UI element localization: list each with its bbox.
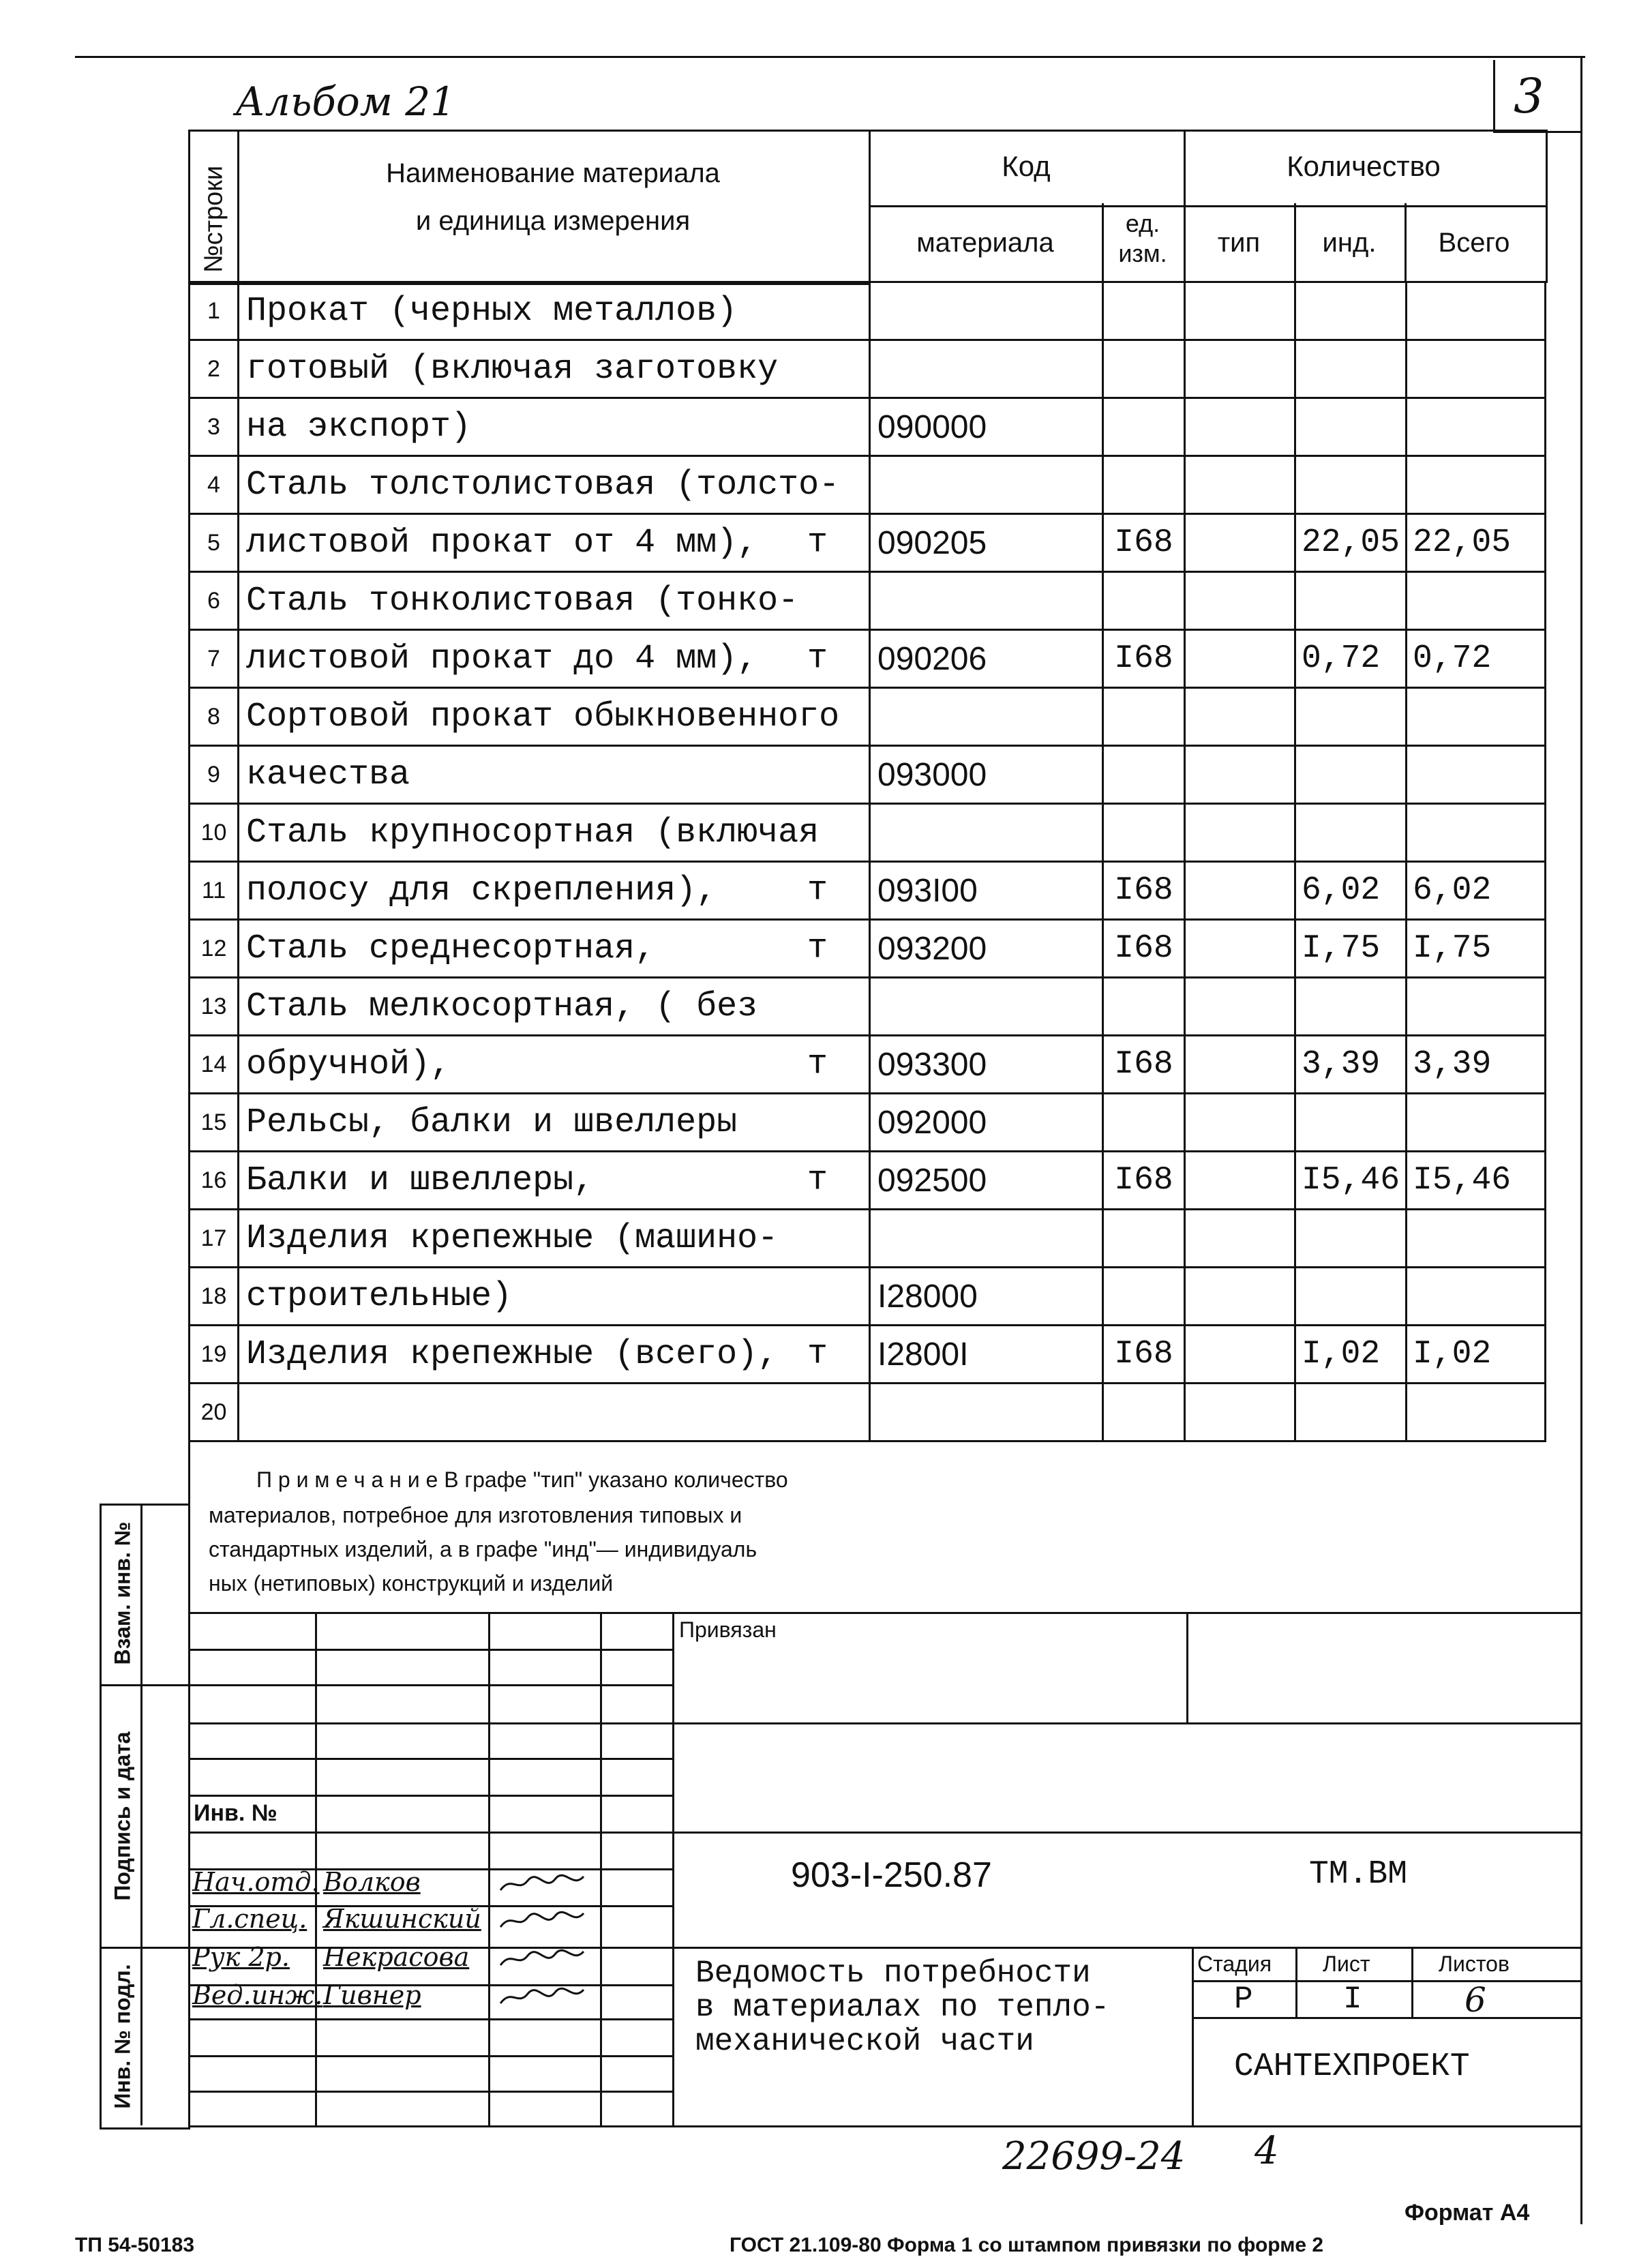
inv-no-label: Инв. № (194, 1800, 277, 1826)
row-number: 5 (190, 514, 239, 572)
header-name-line2: и единица измерения (415, 206, 691, 236)
row-qty-type (1185, 746, 1295, 804)
stamp-h-left-6 (188, 1832, 672, 1834)
side-label-podpis: Подпись и дата (110, 1731, 135, 1901)
row-unit-marker: т (807, 871, 828, 910)
row-material-code: I2800I (870, 1326, 1103, 1384)
row-unit-code (1103, 746, 1185, 804)
row-qty-type (1185, 630, 1295, 688)
row-material-code: 092500 (870, 1152, 1103, 1210)
header-code-label: Код (1002, 150, 1051, 182)
row-description: Сталь толстолистовая (толсто- (239, 456, 870, 514)
organization: САНТЕХПРОЕКТ (1234, 2048, 1470, 2085)
row-number: 4 (190, 456, 239, 514)
note-line2: материалов, потребное для изготовления типовых и (209, 1503, 742, 1527)
bottom-number-2: 4 (1255, 2129, 1279, 2173)
row-qty-ind: I,75 (1295, 920, 1407, 978)
row-description: Сталь крупносортная (включая (239, 804, 870, 862)
row-description: Прокат (черных металлов) (239, 282, 870, 340)
row-qty-total: I,02 (1407, 1326, 1546, 1384)
row-number: 10 (190, 804, 239, 862)
note-line1: П р и м е ч а н и е В графе "тип" указано количество (256, 1467, 788, 1492)
row-unit-code (1103, 688, 1185, 746)
row-description: Сортовой прокат обыкновенного (239, 688, 870, 746)
row-material-code (870, 978, 1103, 1036)
row-qty-ind: 0,72 (1295, 630, 1407, 688)
header-qty-total-label: Всего (1438, 228, 1510, 258)
row-unit-code (1103, 282, 1185, 340)
doc-title-line3: механической части (695, 2024, 1034, 2059)
row-number: 17 (190, 1210, 239, 1268)
corner-sheet-number: 3 (1514, 68, 1544, 124)
row-qty-ind (1295, 978, 1407, 1036)
row-qty-total: I5,46 (1407, 1152, 1546, 1210)
row-number: 8 (190, 688, 239, 746)
row-qty-type (1185, 688, 1295, 746)
row-qty-total: 22,05 (1407, 514, 1546, 572)
row-qty-ind (1295, 804, 1407, 862)
stamp-h-left-2 (188, 1684, 672, 1686)
stamp-h-left-13 (188, 2091, 672, 2093)
row-qty-total (1407, 456, 1546, 514)
row-unit-marker: т (807, 1161, 828, 1200)
row-description: Сталь мелкосортная, ( без (239, 978, 870, 1036)
row-number: 12 (190, 920, 239, 978)
row-unit-code (1103, 398, 1185, 456)
row-unit-code (1103, 978, 1185, 1036)
header-rowno-label: №строки (199, 165, 228, 273)
stamp-h-right-2 (672, 1832, 1582, 1834)
table-row (190, 862, 1546, 920)
stage-label: Стадия (1197, 1952, 1272, 1976)
row-number: 20 (190, 1384, 239, 1441)
row-unit-marker: т (807, 1045, 828, 1084)
stamp-vline-4 (672, 1612, 674, 2125)
row-material-code: 090206 (870, 630, 1103, 688)
stamp-h-left-11 (188, 2018, 672, 2020)
signer-name: Волков (323, 1867, 421, 1897)
row-description: готовый (включая заготовку (239, 340, 870, 398)
signer-role: Нач.отд. (192, 1867, 320, 1897)
row-qty-total (1407, 1210, 1546, 1268)
row-unit-marker: т (807, 523, 828, 563)
footer-right: ГОСТ 21.109-80 Форма 1 со штампом привязки по форме 2 (730, 2234, 1324, 2256)
sheets-label: Листов (1439, 1952, 1510, 1976)
row-qty-type (1185, 572, 1295, 630)
row-number: 18 (190, 1268, 239, 1326)
row-qty-total: 0,72 (1407, 630, 1546, 688)
signature-scribble (498, 1872, 586, 1896)
row-unit-code (1103, 456, 1185, 514)
row-qty-total (1407, 572, 1546, 630)
table-row (190, 340, 1546, 398)
row-material-code (870, 456, 1103, 514)
header-qty-label: Количество (1287, 150, 1441, 182)
row-number: 19 (190, 1326, 239, 1384)
row-material-code: 093200 (870, 920, 1103, 978)
table-row (190, 1210, 1546, 1268)
row-description: обручной), т (239, 1036, 870, 1094)
stamp-h-left-1 (188, 1649, 672, 1651)
row-unit-code: I68 (1103, 514, 1185, 572)
stamp-vline-info-3 (1411, 1947, 1413, 2017)
signer-role: Рук 2р. (192, 1942, 290, 1972)
row-material-code: 090205 (870, 514, 1103, 572)
row-qty-ind (1295, 398, 1407, 456)
row-qty-type (1185, 920, 1295, 978)
row-qty-ind: 3,39 (1295, 1036, 1407, 1094)
format-label: Формат А4 (1405, 2200, 1530, 2226)
row-unit-code (1103, 804, 1185, 862)
stamp-h-right-3 (672, 1947, 1582, 1949)
sheets-value: 6 (1465, 1980, 1486, 2020)
signer-role: Гл.спец. (192, 1904, 307, 1934)
row-material-code: 093300 (870, 1036, 1103, 1094)
row-number: 13 (190, 978, 239, 1036)
bottom-number: 22699-24 (1002, 2134, 1186, 2179)
note-line4: ных (нетиповых) конструкций и изделий (209, 1571, 614, 1596)
side-label-inv-podl: Инв. № подл. (110, 1964, 135, 2109)
header-qty-type-label: тип (1217, 228, 1261, 258)
stage-value: Р (1234, 1982, 1253, 2017)
table-row (190, 1268, 1546, 1326)
signature-scribble (498, 1909, 586, 1932)
row-qty-ind: 6,02 (1295, 862, 1407, 920)
row-qty-total: 6,02 (1407, 862, 1546, 920)
row-qty-total (1407, 340, 1546, 398)
row-unit-code: I68 (1103, 1036, 1185, 1094)
row-unit-marker: т (807, 1334, 828, 1374)
album-label: Альбом 21 (235, 78, 456, 125)
row-qty-type (1185, 340, 1295, 398)
row-qty-total (1407, 688, 1546, 746)
row-description: Изделия крепежные (машино- (239, 1210, 870, 1268)
row-qty-total: 3,39 (1407, 1036, 1546, 1094)
row-material-code (870, 1384, 1103, 1441)
row-unit-code (1103, 1210, 1185, 1268)
table-row (190, 688, 1546, 746)
row-qty-ind (1295, 456, 1407, 514)
header-qty-ind-label: инд. (1322, 228, 1377, 258)
row-qty-type (1185, 1152, 1295, 1210)
stamp-h-right-1 (672, 1722, 1582, 1724)
table-row (190, 1326, 1546, 1384)
row-material-code: I28000 (870, 1268, 1103, 1326)
row-qty-total (1407, 804, 1546, 862)
stamp-vline-info-2 (1295, 1947, 1297, 2017)
row-qty-type (1185, 1210, 1295, 1268)
privyazan-label: Привязан (679, 1617, 777, 1642)
table-row (190, 572, 1546, 630)
doc-code: 903-I-250.87 (791, 1855, 992, 1895)
row-description (239, 1384, 870, 1441)
table-row (190, 1152, 1546, 1210)
signature-scribble (498, 1986, 586, 2009)
row-qty-ind (1295, 340, 1407, 398)
row-qty-type (1185, 1094, 1295, 1152)
table-row (190, 920, 1546, 978)
row-description: Балки и швеллеры, т (239, 1152, 870, 1210)
stamp-h-left-12 (188, 2055, 672, 2057)
row-number: 6 (190, 572, 239, 630)
top-border (75, 56, 1585, 58)
row-unit-code: I68 (1103, 862, 1185, 920)
row-unit-code (1103, 572, 1185, 630)
row-description: качества (239, 746, 870, 804)
table-row (190, 1384, 1546, 1441)
row-description: Изделия крепежные (всего), т (239, 1326, 870, 1384)
row-material-code (870, 282, 1103, 340)
doc-mark: ТМ.ВМ (1309, 1856, 1408, 1893)
row-qty-type (1185, 514, 1295, 572)
signer-name: Некрасова (323, 1942, 470, 1972)
row-number: 7 (190, 630, 239, 688)
row-number: 2 (190, 340, 239, 398)
doc-title-line2: в материалах по тепло- (695, 1990, 1110, 2025)
materials-table (188, 281, 1546, 1442)
bottom-border (188, 2125, 1582, 2127)
row-number: 15 (190, 1094, 239, 1152)
row-unit-code (1103, 340, 1185, 398)
table-row (190, 456, 1546, 514)
table-row (190, 804, 1546, 862)
row-qty-type (1185, 862, 1295, 920)
row-material-code: 092000 (870, 1094, 1103, 1152)
signature-scribble (498, 1947, 586, 1971)
row-qty-type (1185, 456, 1295, 514)
signer-name: Гивнер (323, 1980, 421, 2010)
row-unit-code (1103, 1268, 1185, 1326)
row-qty-total (1407, 1384, 1546, 1441)
row-number: 16 (190, 1152, 239, 1210)
header-code-material-label: материала (916, 228, 1054, 258)
header-code-unit-label: ед. изм. (1118, 209, 1167, 267)
row-qty-ind (1295, 1210, 1407, 1268)
row-qty-ind (1295, 1268, 1407, 1326)
row-material-code: 090000 (870, 398, 1103, 456)
row-number: 14 (190, 1036, 239, 1094)
row-qty-type (1185, 282, 1295, 340)
header-name-line1: Наименование материала (386, 158, 720, 188)
table-row (190, 398, 1546, 456)
row-unit-code: I68 (1103, 630, 1185, 688)
row-qty-ind (1295, 746, 1407, 804)
table-row (190, 514, 1546, 572)
table-row (190, 1094, 1546, 1152)
stamp-vline-5 (1186, 1612, 1188, 1724)
stamp-h-left-3 (188, 1722, 672, 1724)
row-qty-ind: I,02 (1295, 1326, 1407, 1384)
sheet-label: Лист (1323, 1952, 1370, 1976)
table-row (190, 746, 1546, 804)
table-row (190, 978, 1546, 1036)
row-material-code (870, 572, 1103, 630)
row-number: 11 (190, 862, 239, 920)
row-qty-type (1185, 1268, 1295, 1326)
sheet-value: I (1343, 1982, 1362, 2017)
signer-name: Якшинский (323, 1904, 481, 1934)
row-material-code (870, 688, 1103, 746)
footer-left: ТП 54-50183 (75, 2234, 195, 2256)
row-material-code: 093000 (870, 746, 1103, 804)
note-line3: стандартных изделий, а в графе "инд"— индивидуаль (209, 1537, 757, 1561)
row-qty-total (1407, 978, 1546, 1036)
row-description: полосу для скрепления), т (239, 862, 870, 920)
row-unit-code (1103, 1384, 1185, 1441)
row-description: Сталь среднесортная, т (239, 920, 870, 978)
row-qty-type (1185, 1384, 1295, 1441)
row-qty-type (1185, 1326, 1295, 1384)
row-qty-ind (1295, 282, 1407, 340)
row-unit-code (1103, 1094, 1185, 1152)
row-material-code (870, 804, 1103, 862)
doc-title-line1: Ведомость потребности (695, 1956, 1091, 1991)
signer-role: Вед.инж. (192, 1980, 323, 2010)
side-label-vzam: Взам. инв. № (110, 1521, 135, 1665)
row-description: на экспорт) (239, 398, 870, 456)
row-qty-total (1407, 1094, 1546, 1152)
row-number: 1 (190, 282, 239, 340)
row-qty-ind (1295, 1094, 1407, 1152)
row-number: 3 (190, 398, 239, 456)
row-qty-total (1407, 746, 1546, 804)
row-qty-ind: 22,05 (1295, 514, 1407, 572)
row-number: 9 (190, 746, 239, 804)
row-qty-type (1185, 398, 1295, 456)
side-divider-1 (100, 1684, 188, 1686)
row-description: Рельсы, балки и швеллеры (239, 1094, 870, 1152)
row-material-code: 093I00 (870, 862, 1103, 920)
row-qty-ind (1295, 688, 1407, 746)
row-description: строительные) (239, 1268, 870, 1326)
row-description: листовой прокат до 4 мм), т (239, 630, 870, 688)
row-material-code (870, 1210, 1103, 1268)
right-border (1580, 56, 1582, 2224)
row-description: Сталь тонколистовая (тонко- (239, 572, 870, 630)
stamp-h-left-4 (188, 1758, 672, 1760)
row-qty-total (1407, 398, 1546, 456)
row-qty-type (1185, 1036, 1295, 1094)
row-qty-ind (1295, 572, 1407, 630)
row-qty-ind (1295, 1384, 1407, 1441)
stamp-h-left-5 (188, 1795, 672, 1797)
row-qty-total: I,75 (1407, 920, 1546, 978)
row-qty-ind: I5,46 (1295, 1152, 1407, 1210)
row-qty-total (1407, 282, 1546, 340)
row-qty-total (1407, 1268, 1546, 1326)
row-unit-marker: т (807, 639, 828, 678)
table-row (190, 282, 1546, 340)
row-unit-code: I68 (1103, 1152, 1185, 1210)
table-row (190, 630, 1546, 688)
row-unit-code: I68 (1103, 1326, 1185, 1384)
side-inner-line (140, 1504, 142, 2125)
note-block (188, 1455, 1552, 1612)
stamp-h-info-2 (1192, 2017, 1582, 2019)
row-unit-code: I68 (1103, 920, 1185, 978)
table-row (190, 1036, 1546, 1094)
stamp-vline-info (1192, 1947, 1194, 2125)
stamp-top (188, 1612, 1582, 1614)
row-qty-type (1185, 804, 1295, 862)
row-material-code (870, 340, 1103, 398)
row-qty-type (1185, 978, 1295, 1036)
row-unit-marker: т (807, 929, 828, 968)
row-description: листовой прокат от 4 мм), т (239, 514, 870, 572)
